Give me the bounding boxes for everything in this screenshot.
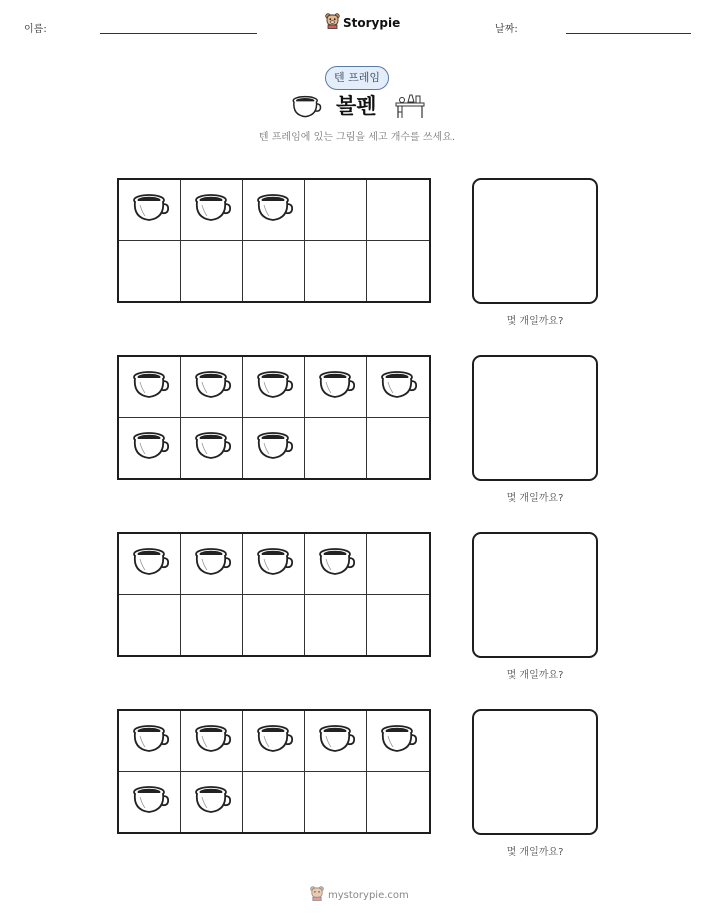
cauldron-icon [378,722,418,760]
frame-cell [367,595,429,656]
frame-cell [367,241,429,302]
frame-cell [181,595,243,656]
frame-cell [305,534,367,595]
ten-frame [117,178,431,303]
cauldron-icon [192,191,232,229]
lab-bench-icon [394,91,426,123]
instructions: 텐 프레임에 있는 그림을 세고 개수를 쓰세요. [258,132,456,143]
frame-cell [119,357,181,418]
frame-cell [181,534,243,595]
frame-cell [243,180,305,241]
frame-cell [305,180,367,241]
frame-cell [243,241,305,302]
frame-cell [181,711,243,772]
question-text: 몇 개일까요? [506,670,564,681]
frame-cell [243,534,305,595]
bear-mascot-icon [325,13,340,33]
answer-box[interactable] [472,355,598,481]
bear-mascot-icon [310,886,324,905]
cauldron-icon [130,191,170,229]
frame-cell [119,241,181,302]
frame-cell [119,595,181,656]
cauldron-icon [254,429,294,467]
frame-cell [181,418,243,479]
cauldron-icon [192,783,232,821]
frame-cell [367,357,429,418]
frame-cell [367,418,429,479]
cauldron-icon [130,722,170,760]
cauldron-icon [130,429,170,467]
cauldron-icon [192,722,232,760]
cauldron-icon [192,429,232,467]
frame-cell [305,418,367,479]
ten-frame [117,355,431,480]
cauldron-icon [192,368,232,406]
cauldron-icon [254,191,294,229]
footer [310,886,409,905]
answer-box[interactable] [472,178,598,304]
footer-url: mystorypie.com [328,890,409,901]
cauldron-icon [130,545,170,583]
frame-cell [305,357,367,418]
frame-cell [243,595,305,656]
frame-cell [243,418,305,479]
cauldron-icon [316,722,356,760]
cauldron-icon [316,368,356,406]
frame-cell [119,418,181,479]
frame-cell [305,595,367,656]
topic-title: 볼펜 [336,94,377,118]
cauldron-icon [254,368,294,406]
answer-box[interactable] [472,709,598,835]
frame-cell [305,772,367,833]
answer-box[interactable] [472,532,598,658]
frame-cell [367,534,429,595]
name-label: 이름: [24,24,47,35]
frame-cell [367,180,429,241]
name-line [100,33,257,34]
cauldron-icon [254,545,294,583]
ten-frame [117,532,431,657]
cauldron-icon [378,368,418,406]
brand-name: Storypie [343,16,401,30]
cauldron-icon [290,94,322,124]
cauldron-icon [130,783,170,821]
frame-cell [119,772,181,833]
frame-cell [243,711,305,772]
frame-cell [119,534,181,595]
cauldron-icon [316,545,356,583]
frame-cell [243,357,305,418]
frame-cell [243,772,305,833]
frame-cell [181,772,243,833]
ten-frame [117,709,431,834]
frame-cell [181,241,243,302]
topic-badge: 텐 프레임 [325,66,389,90]
frame-cell [305,711,367,772]
date-label: 날짜: [495,24,518,35]
frame-cell [181,180,243,241]
question-text: 몇 개일까요? [506,847,564,858]
question-text: 몇 개일까요? [506,316,564,327]
frame-cell [119,711,181,772]
frame-cell [181,357,243,418]
frame-cell [119,180,181,241]
brand-logo [325,13,400,33]
frame-cell [305,241,367,302]
frame-cell [367,772,429,833]
question-text: 몇 개일까요? [506,493,564,504]
cauldron-icon [130,368,170,406]
date-line [566,33,691,34]
cauldron-icon [192,545,232,583]
frame-cell [367,711,429,772]
cauldron-icon [254,722,294,760]
